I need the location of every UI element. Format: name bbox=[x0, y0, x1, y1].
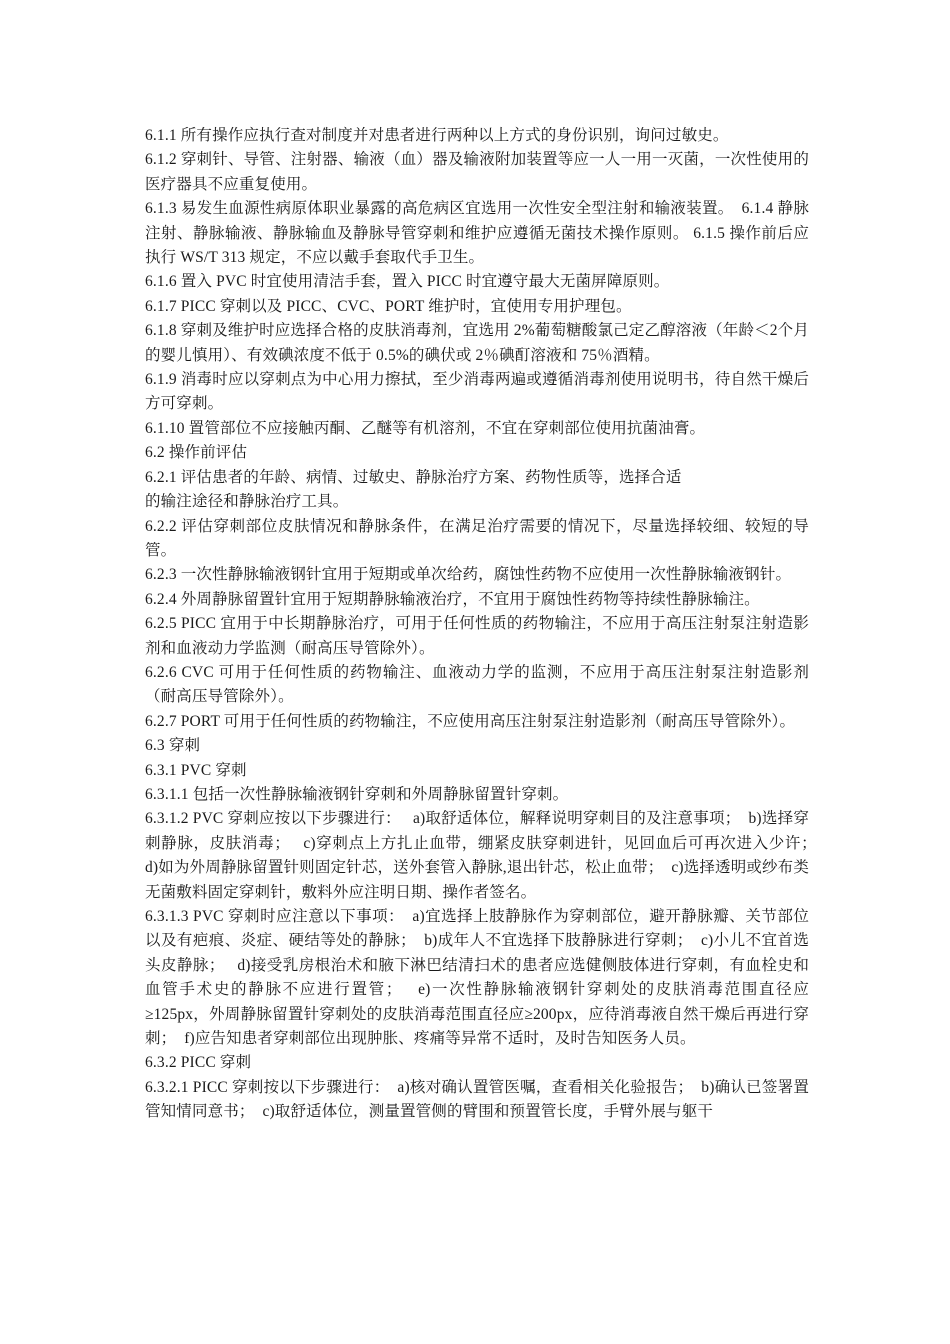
paragraph-6-3-1-3: 6.3.1.3 PVC 穿刺时应注意以下事项： a)宜选择上肢静脉作为穿刺部位，避开静脉瓣、关节部位以及有疤痕、炎症、硬结等处的静脉； b)成年人不宜选择下肢静脉进行穿刺； c)小儿不宜首选头皮静脉； d)接受乳房根治术和腋下淋巴结清扫术的患者应选健侧肢体进行穿刺，有血栓史和血管手术史的静脉不应进行置管； e)一次性静脉输液钢针穿刺处的皮肤消毒范围直径应≥125px，外周静脉留置针穿刺处的皮肤消毒范围直径应≥200px，应待消毒液自然干燥后再进行穿刺； f)应告知患者穿刺部位出现肿胀、疼痛等异常不适时，及时告知医务人员。 bbox=[145, 908, 809, 1048]
heading-6-3-2: 6.3.2 PICC 穿刺 bbox=[145, 1054, 252, 1072]
document-body bbox=[145, 124, 825, 1125]
paragraph-6-3-1-1: 6.3.1.1 包括一次性静脉输液钢针穿刺和外周静脉留置针穿刺。 bbox=[145, 785, 569, 803]
paragraph-6-2-6: 6.2.6 CVC 可用于任何性质的药物输注、血液动力学的监测，不应用于高压注射泵注射造影剂（耐高压导管除外）。 bbox=[145, 663, 809, 706]
paragraph-6-1-6: 6.1.6 置入 PVC 时宜使用清洁手套，置入 PICC 时宜遵守最大无菌屏障原则。 bbox=[145, 273, 670, 291]
paragraph-6-3-1-2: 6.3.1.2 PVC 穿刺应按以下步骤进行： a)取舒适体位，解释说明穿刺目的及注意事项； b)选择穿刺静脉，皮肤消毒； c)穿刺点上方扎止血带，绷紧皮肤穿刺进针，见回血后可再次进入少许； d)如为外周静脉留置针则固定针芯，送外套管入静脉,退出针芯，松止血带； c)选择透明或纱布类无菌敷料固定穿刺针，敷料外应注明日期、操作者签名。 bbox=[145, 810, 825, 901]
heading-6-3: 6.3 穿刺 bbox=[145, 737, 201, 755]
paragraph-6-1-8: 6.1.8 穿刺及维护时应选择合格的皮肤消毒剂，宜选用 2%葡萄糖酸氯己定乙醇溶液（年龄＜2个月的婴儿慎用）、有效碘浓度不低于 0.5%的碘伏或 2％碘酊溶液和 75％酒精。 bbox=[145, 322, 809, 364]
heading-6-2: 6.2 操作前评估 bbox=[145, 444, 248, 462]
heading-6-3-1: 6.3.1 PVC 穿刺 bbox=[145, 761, 247, 779]
paragraph-6-2-7: 6.2.7 PORT 可用于任何性质的药物输注，不应使用高压注射泵注射造影剂（耐高压导管除外）。 bbox=[145, 712, 796, 730]
paragraph-6-2-3: 6.2.3 一次性静脉输液钢针宜用于短期或单次给药，腐蚀性药物不应使用一次性静脉输液钢针。 bbox=[145, 566, 792, 584]
paragraph-6-1-1: 6.1.1 所有操作应执行查对制度并对患者进行两种以上方式的身份识别，询问过敏史。 bbox=[145, 127, 729, 144]
paragraph-6-1-7: 6.1.7 PICC 穿刺以及 PICC、CVC、PORT 维护时，宜使用专用护理包。 bbox=[145, 297, 632, 315]
paragraph-6-2-1-line-2: 的输注途径和静脉治疗工具。 bbox=[145, 493, 349, 511]
paragraph-6-1-2: 6.1.2 穿刺针、导管、注射器、输液（血）器及输液附加装置等应一人一用一灭菌，一次性使用的医疗器具不应重复使用。 bbox=[145, 151, 809, 193]
paragraph-6-1-10: 6.1.10 置管部位不应接触丙酮、乙醚等有机溶剂，不宜在穿刺部位使用抗菌油膏。 bbox=[145, 419, 706, 437]
paragraph-6-1-3-to-6-1-5: 6.1.3 易发生血源性病原体职业暴露的高危病区宜选用一次性安全型注射和输液装置。 6.1.4 静脉注射、静脉输液、静脉输血及静脉导管穿刺和维护应遵循无菌技术操作原则。 6.1.5 操作前后应执行 WS/T 313 规定，不应以戴手套取代手卫生。 bbox=[145, 200, 809, 267]
paragraph-6-2-1-line-1: 6.2.1 评估患者的年龄、病情、过敏史、静脉治疗方案、药物性质等，选择合适 bbox=[145, 468, 682, 486]
paragraph-6-1-9: 6.1.9 消毒时应以穿刺点为中心用力擦拭，至少消毒两遍或遵循消毒剂使用说明书，待自然干燥后方可穿刺。 bbox=[145, 371, 809, 413]
paragraph-6-2-5: 6.2.5 PICC 宜用于中长期静脉治疗，可用于任何性质的药物输注，不应用于高压注射泵注射造影剂和血液动力学监测（耐高压导管除外）。 bbox=[145, 615, 809, 657]
paragraph-6-2-2: 6.2.2 评估穿刺部位皮肤情况和静脉条件，在满足治疗需要的情况下，尽量选择较细、较短的导管。 bbox=[145, 517, 809, 559]
paragraph-6-3-2-1: 6.3.2.1 PICC 穿刺按以下步骤进行： a)核对确认置管医嘱，查看相关化验报告； b)确认已签署置管知情同意书； c)取舒适体位，测量置管侧的臂围和预置管长度，手臂外展与躯干 bbox=[145, 1078, 809, 1121]
paragraph-6-2-4: 6.2.4 外周静脉留置针宜用于短期静脉输液治疗，不宜用于腐蚀性药物等持续性静脉输注。 bbox=[145, 590, 760, 608]
